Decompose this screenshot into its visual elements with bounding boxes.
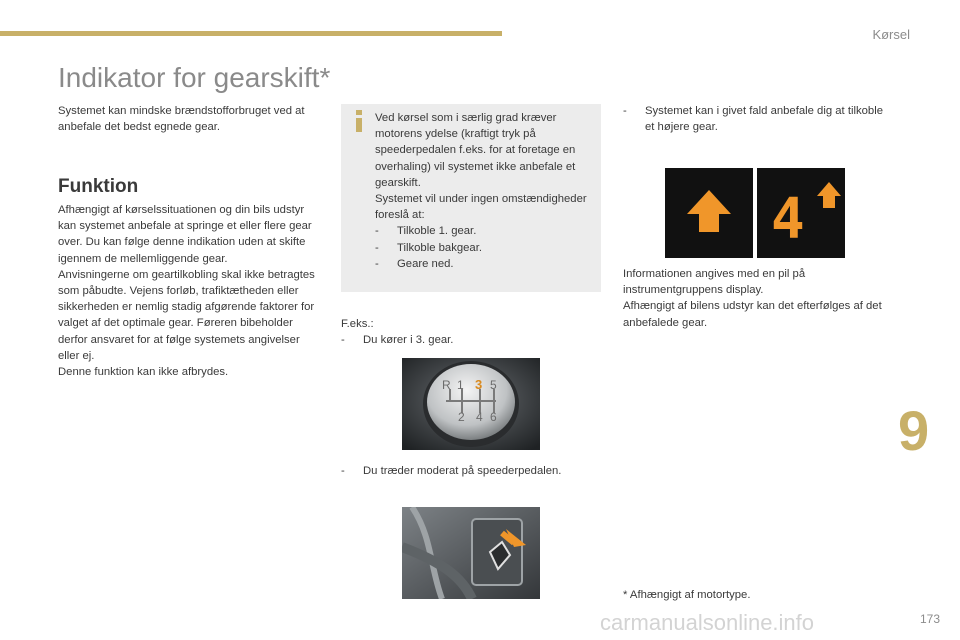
display-arrow-gear-image <box>757 168 845 258</box>
gear-letter-4: 4 <box>476 410 483 424</box>
gear-letter-1: 1 <box>457 378 464 392</box>
funktion-paragraph-1: Afhængigt af kørselssituationen og din bils udstyr kan systemet anbefale at springe et eller flere gear over. Du kan følge denne indikation uden at skifte igennem de mellemliggende gear. <box>58 204 312 265</box>
accelerator-pedal-image <box>402 507 540 599</box>
header-accent-bar <box>0 31 502 36</box>
gear-letter-5: 5 <box>490 378 497 392</box>
example-step-2: - Du træder moderat på speederpedalen. <box>341 465 562 477</box>
gear-knob-image <box>402 358 540 450</box>
info-icon <box>352 110 366 132</box>
funktion-paragraph-2: Anvisningerne om geartilkobling skal ikke betragtes som påbudte. Vejens forløb, trafiktætheden eller sikkerheden er nemlig stadig afgørende faktorer for valget af det optimale gear. Føreren bibeholder derfor ansvaret for at følge systemets angivelser eller ej. <box>58 268 315 362</box>
gear-letter-2: 2 <box>458 410 465 424</box>
example-label: F.eks.: <box>341 318 374 330</box>
intro-text: Systemet kan mindske brændstofforbruget ved at anbefale det bedst egnede gear. <box>58 105 305 134</box>
right-list <box>623 103 883 135</box>
page-number: 173 <box>919 612 940 626</box>
info-list-item: - Tilkoble 1. gear. <box>375 225 477 238</box>
info-list-item: - Tilkoble bakgear. <box>375 241 482 254</box>
display-info-text <box>623 266 893 331</box>
display-arrow-image <box>665 168 753 258</box>
info-paragraph-2: Systemet vil under ingen omstændigheder foreslå at: <box>375 193 587 222</box>
info-list-item: - Geare ned. <box>375 257 454 270</box>
example-step-1: - Du kører i 3. gear. <box>341 334 454 347</box>
info-paragraph-1: Ved kørsel som i særlig grad kræver motorens ydelse (kraftigt tryk på speederpedalen f.eks. for at foretage en overhaling) vil systemet ikke anbefale et gearskift. <box>375 112 576 189</box>
gear-letter-3: 3 <box>475 377 483 392</box>
watermark: carmanualsonline.info <box>600 610 815 635</box>
funktion-heading: Funktion <box>58 176 139 197</box>
example-block <box>341 316 601 348</box>
footnote: * Afhængigt af motortype. <box>623 589 751 601</box>
chapter-number: 9 <box>898 399 930 462</box>
gear-letter-6: 6 <box>490 410 497 424</box>
funktion-paragraph-3: Denne funktion kan ikke afbrydes. <box>58 366 229 379</box>
display-info-2: Afhængigt af bilens udstyr kan det efterfølges af det anbefalede gear. <box>623 300 882 329</box>
funktion-text <box>58 202 323 380</box>
info-box-text <box>375 110 599 272</box>
section-label: Kørsel <box>872 27 910 42</box>
right-list-item: - Systemet kan i givet fald anbefale dig at tilkoble et højere gear. <box>623 105 884 134</box>
display-info-1: Informationen angives med en pil på instrumentgruppens display. <box>623 268 806 297</box>
recommended-gear-digit: 4 <box>771 187 805 252</box>
page-title: Indikator for gearskift* <box>58 62 331 93</box>
gear-letter-r: R <box>442 378 451 392</box>
